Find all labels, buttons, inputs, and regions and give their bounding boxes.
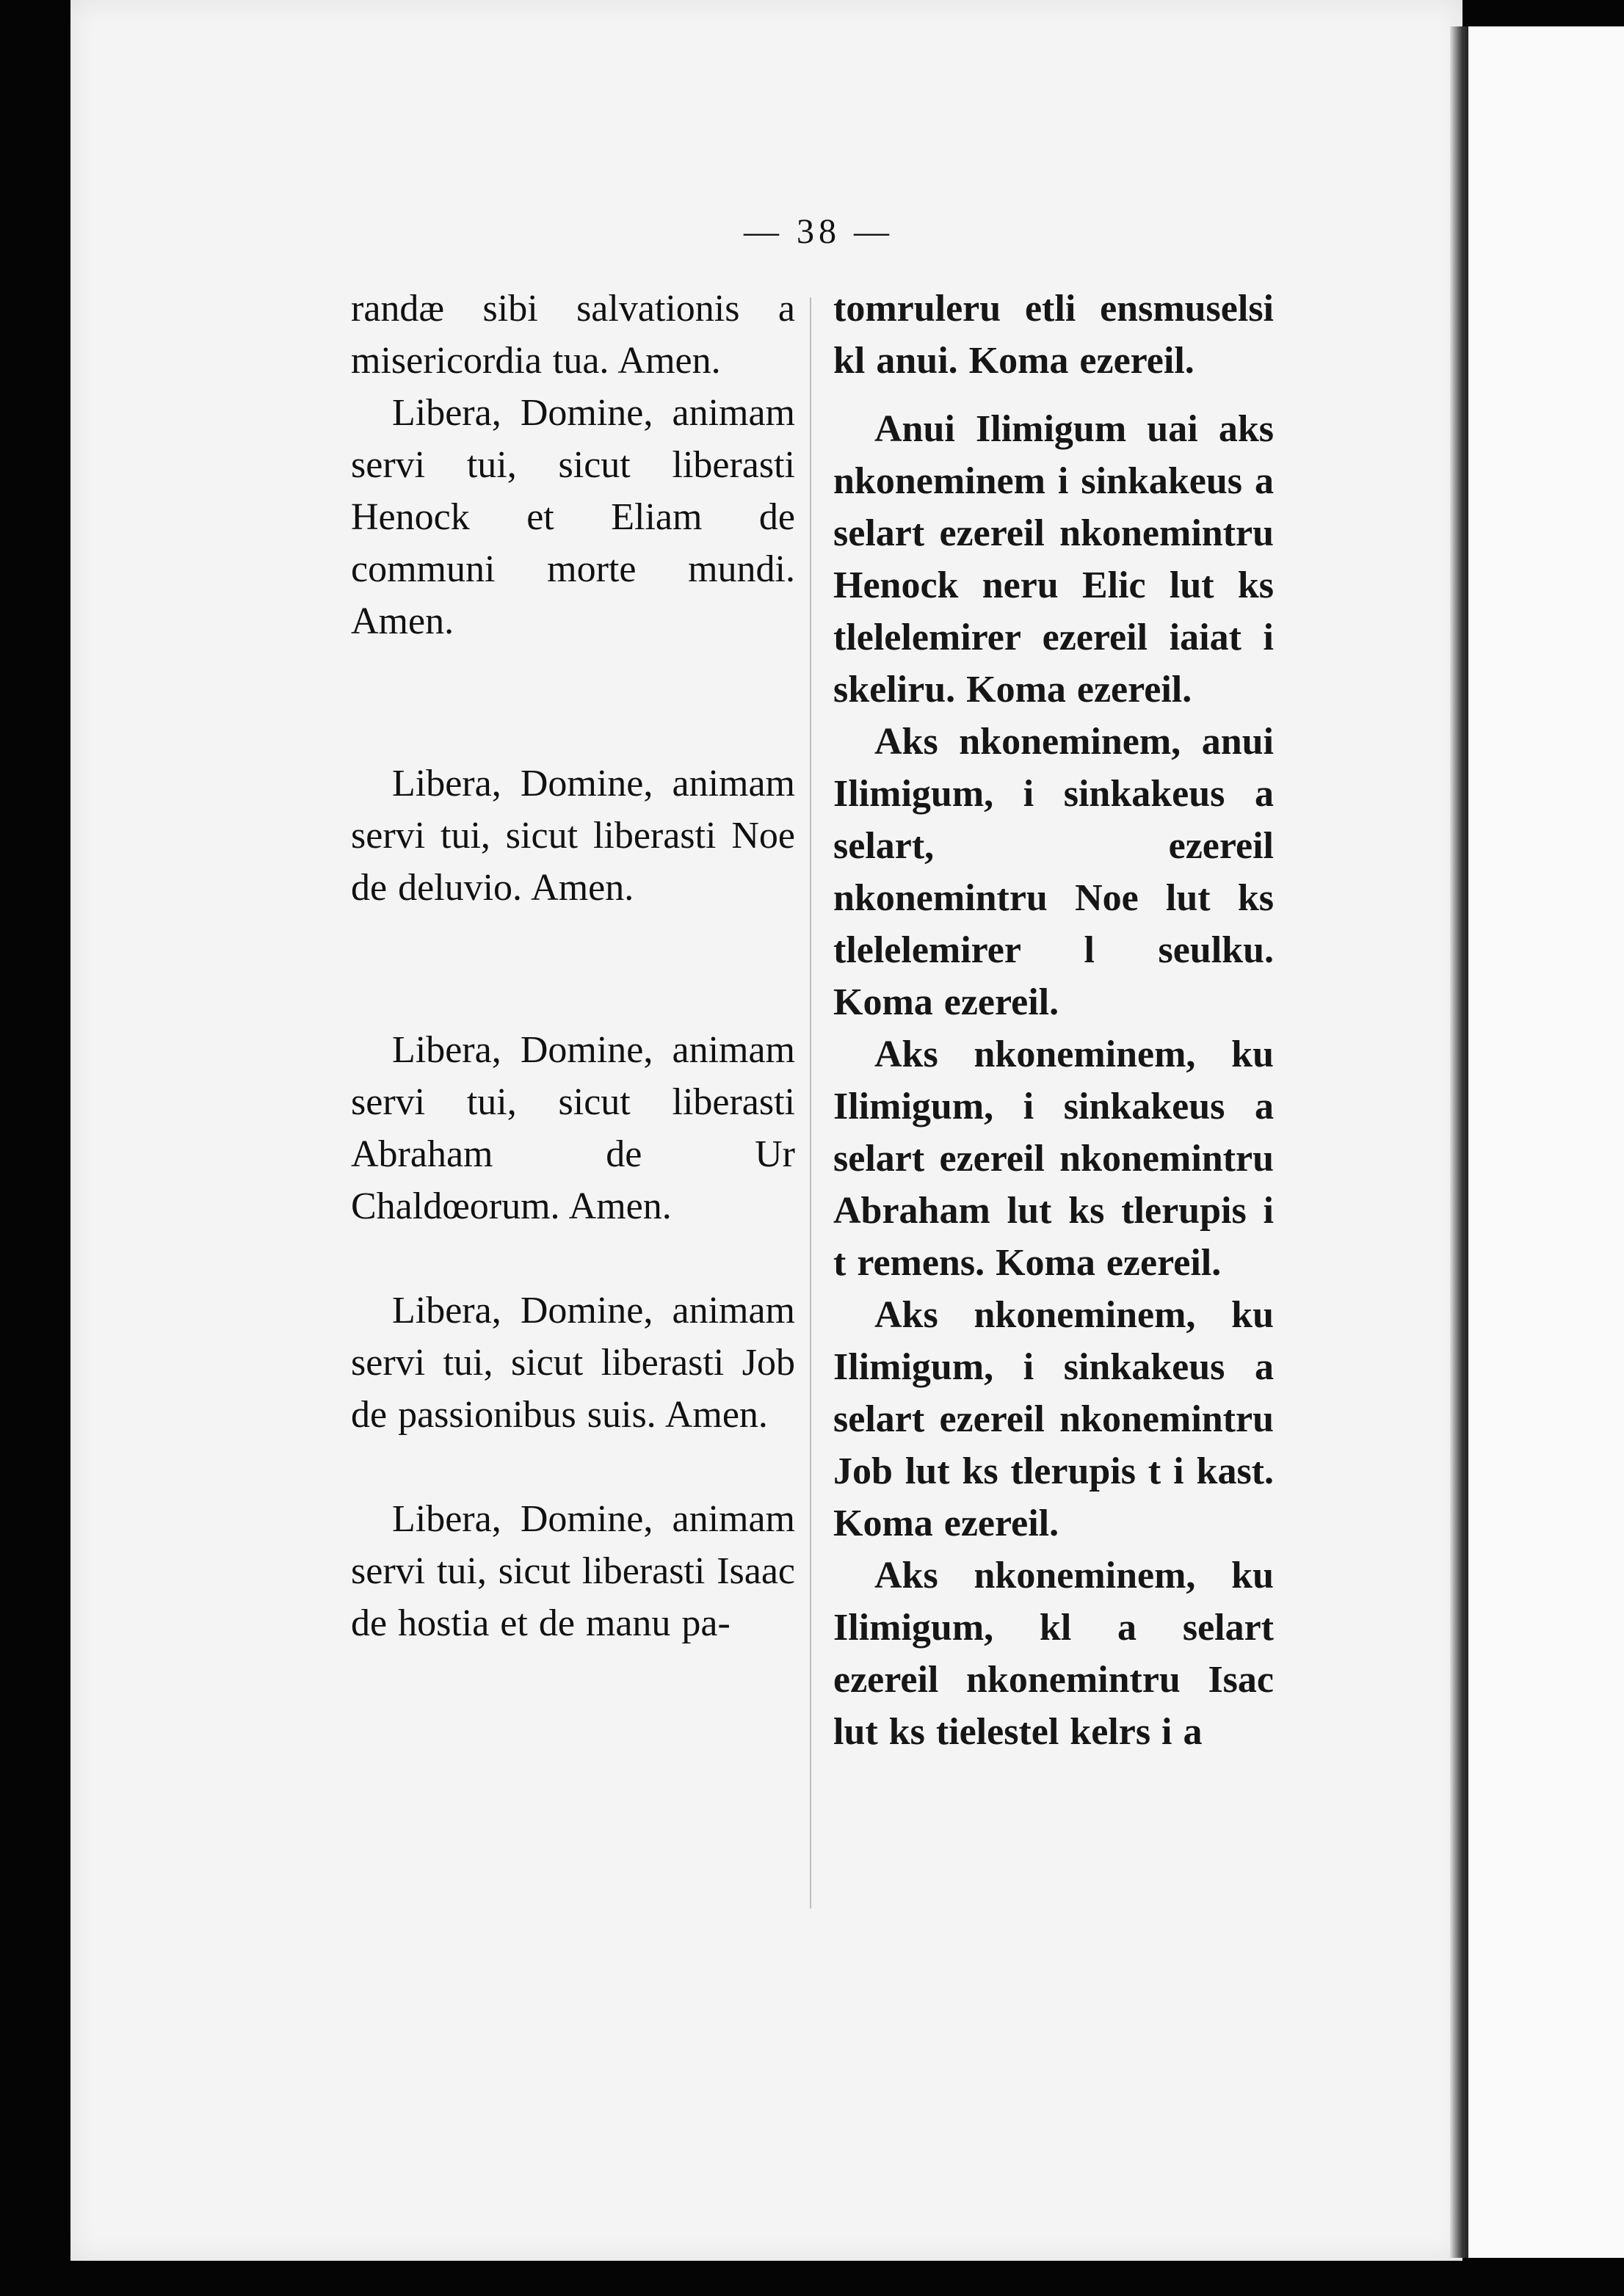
latin-paragraph: Libera, Domine, animam servi tui, sicut liberasti Henock et Eliam de communi morte mundi. Amen.: [351, 392, 795, 642]
latin-paragraph: Libera, Domine, animam servi tui, sicut liberasti Isaac de hostia et de manu pa-: [351, 1498, 795, 1644]
translation-paragraph: Aks nkoneminem, ku Ilimigum, i sinkakeus a selart ezereil nkonemintru Abraham lut ks tlerupis i t remens. Koma ezereil.: [833, 1033, 1274, 1284]
paragraph-gap: [351, 647, 795, 758]
facing-page-edge: [1468, 26, 1624, 2258]
paragraph-gap: [351, 1441, 795, 1493]
translation-paragraph: Aks nkoneminem, ku Ilimigum, i sinkakeus a selart ezereil nkonemintru Job lut ks tlerupis t i kast. Koma ezereil.: [833, 1294, 1274, 1544]
translation-column: [833, 283, 1274, 1758]
latin-paragraph: randæ sibi salvationis a misericordia tua. Amen.: [351, 288, 795, 382]
translation-paragraph: Anui Ilimigum uai aks nkoneminem i sinkakeus a selart ezereil nkonemintru Henock neru Elic lut ks tlelelemirer ezereil iaiat i skeliru. Koma ezereil.: [833, 408, 1274, 711]
latin-paragraph: Libera, Domine, animam servi tui, sicut liberasti Abraham de Ur Chaldœorum. Amen.: [351, 1029, 795, 1227]
translation-paragraph: tomruleru etli ensmuselsi kl anui. Koma ezereil.: [833, 288, 1274, 382]
column-divider: [810, 297, 811, 1908]
translation-paragraph: Aks nkoneminem, ku Ilimigum, kl a selart ezereil nkonemintru Isac lut ks tielestel kelrs i a: [833, 1555, 1274, 1753]
page-number: — 38 —: [744, 212, 893, 251]
latin-paragraph: Libera, Domine, animam servi tui, sicut liberasti Noe de deluvio. Amen.: [351, 763, 795, 909]
translation-paragraph: Aks nkoneminem, anui Ilimigum, i sinkakeus a selart, ezereil nkonemintru Noe lut ks tlelelemirer l seulku. Koma ezereil.: [833, 721, 1274, 1023]
latin-column: [351, 283, 795, 1649]
latin-paragraph: Libera, Domine, animam servi tui, sicut liberasti Job de passionibus suis. Amen.: [351, 1290, 795, 1436]
paragraph-gap: [833, 387, 1274, 403]
paragraph-gap: [351, 914, 795, 1024]
paragraph-gap: [351, 1232, 795, 1285]
